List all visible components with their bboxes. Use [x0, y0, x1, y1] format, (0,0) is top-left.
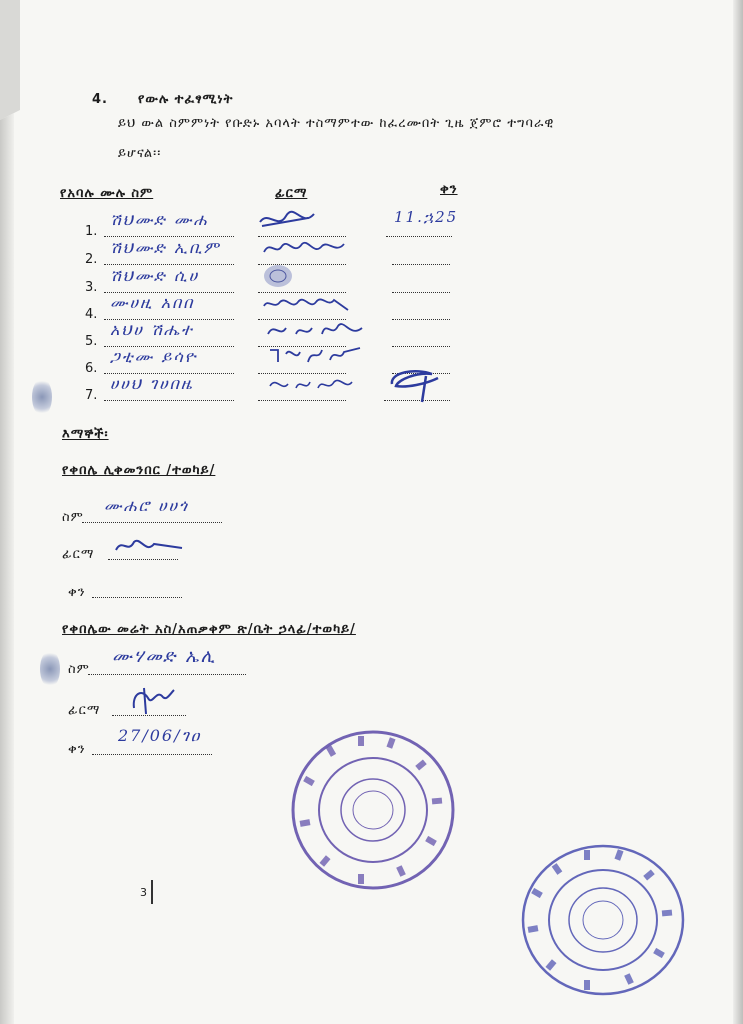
thumbprint-mark	[258, 262, 298, 290]
handwritten-signature	[128, 684, 178, 718]
handwritten-signature	[266, 316, 366, 342]
col-header-name: የአባሉ ሙሉ ስም	[60, 186, 154, 201]
receiver2-heading: የቀበሌው መሬት አስ/አጠቃቀም ጽ/ቤት ኃላፊ/ተወካይ/	[62, 622, 356, 637]
receiver1-date-label: ቀን	[68, 585, 86, 600]
row-number: 2.	[85, 252, 98, 267]
witnesses-heading: እማኞች፡	[62, 427, 109, 442]
member-date: 11.ኋ25	[394, 208, 459, 226]
receiver2-signature-label: ፊርማ	[68, 703, 101, 718]
section-title: የውሉ ተፈፃሚነት	[138, 92, 234, 107]
handwritten-signature	[262, 236, 346, 260]
member-name: ሽህሙድ ኢቢም	[110, 238, 221, 257]
member-name: ሽህሙድ ሙሐ	[110, 210, 209, 229]
section-body-line1: ይህ ውል ስምምነት የቡድኑ አባላት ተስማምተው ከፈረሙበት ጊዜ ጀምሮ ተግባራዊ	[118, 116, 555, 131]
handwritten-signature	[386, 364, 442, 404]
date-line	[392, 305, 450, 320]
col-header-date: ቀን	[440, 182, 458, 197]
page-edge	[733, 0, 743, 1024]
page-number-bar	[151, 880, 153, 904]
date-line	[392, 278, 450, 293]
receiver2-date-label: ቀን	[68, 742, 86, 757]
member-name: አህሀ ሽሔተ	[110, 320, 194, 339]
row-number: 4.	[85, 307, 98, 322]
receiver1-date-line	[92, 583, 182, 598]
ink-smudge	[40, 650, 60, 688]
section-body-line2: ይሆናል፡፡	[118, 146, 162, 161]
member-name: ጋቲሙ ይሳዮ	[110, 347, 198, 366]
handwritten-signature	[268, 372, 354, 396]
receiver1-name: ሙሐሮ ሀሀጎ	[104, 496, 189, 515]
handwritten-signature	[268, 342, 364, 368]
handwritten-signature	[262, 290, 352, 316]
col-header-signature: ፊርማ	[275, 186, 308, 201]
handwritten-signature	[258, 208, 318, 232]
handwritten-signature	[112, 534, 186, 558]
ink-smudge	[32, 378, 52, 416]
receiver1-signature-label: ፊርማ	[62, 547, 95, 562]
date-line	[392, 332, 450, 347]
row-number: 3.	[85, 280, 98, 295]
member-name: ሙሀዚ አበበ	[110, 293, 195, 312]
receiver2-name: ሙሃመድ ኤሊ	[112, 646, 217, 667]
row-number: 1.	[85, 224, 98, 239]
member-name: ሽህሙድ ሲሀ	[110, 266, 200, 285]
row-number: 6.	[85, 361, 98, 376]
date-line	[392, 250, 450, 265]
receiver1-name-label: ስም	[62, 510, 84, 525]
page-number: 3	[140, 886, 148, 899]
row-number: 5.	[85, 334, 98, 349]
row-number: 7.	[85, 388, 98, 403]
official-stamp	[288, 726, 458, 894]
section-number: 4.	[92, 92, 108, 107]
official-stamp	[518, 840, 688, 1000]
receiver2-date: 27/06/ገዐ	[118, 726, 202, 745]
member-name: ሀሀህ ገሀበዜ	[110, 374, 194, 393]
receiver1-heading: የቀበሌ ሊቀመንበር /ተወካይ/	[62, 463, 216, 478]
receiver2-name-label: ስም	[68, 662, 90, 677]
